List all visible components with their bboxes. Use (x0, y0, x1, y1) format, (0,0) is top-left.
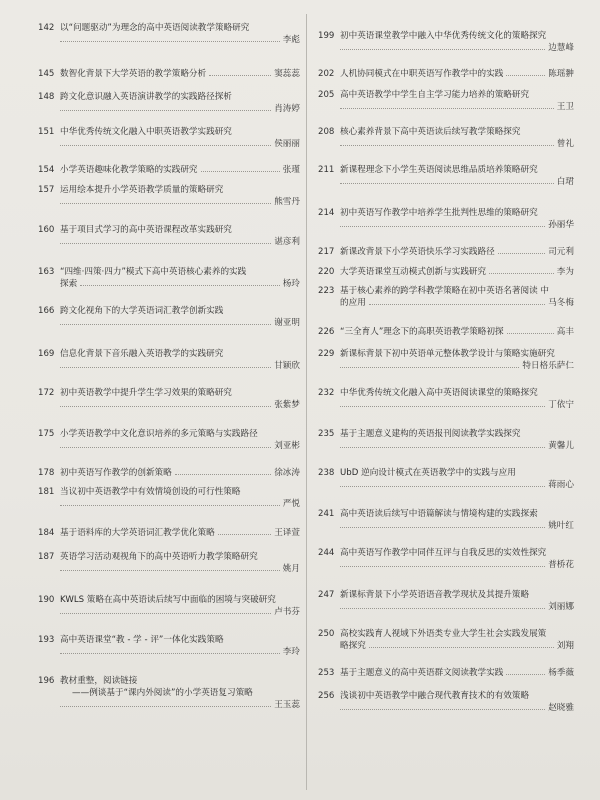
page-number: 151 (38, 127, 55, 137)
toc-entry (318, 266, 574, 278)
page-number: 223 (318, 286, 335, 296)
toc-entry-row (318, 628, 574, 640)
entry-author: 杨季薇 (548, 668, 574, 678)
entry-author-row (38, 196, 300, 208)
page-number: 184 (38, 528, 55, 538)
entry-title: 高中英语写作教学中同伴互评与自我反思的实效性探究 (340, 548, 547, 558)
entry-author: 谢亚明 (274, 318, 300, 328)
entry-author: 边慧峰 (548, 43, 574, 53)
leader-dots (489, 273, 554, 274)
entry-author: 李为 (556, 267, 574, 277)
entry-author-row (318, 399, 574, 411)
page-number: 172 (38, 388, 55, 398)
leader-dots (218, 534, 272, 535)
entry-author-row (38, 646, 300, 658)
entry-subtitle-row (38, 687, 300, 699)
leader-dots (60, 110, 271, 111)
entry-title: 基于语料库的大学英语词汇教学优化策略 (60, 528, 215, 538)
entry-author-row (318, 176, 574, 188)
entry-author: 肖涛婷 (274, 104, 300, 114)
toc-entry-row (318, 667, 574, 679)
page-number: 202 (318, 69, 335, 79)
entry-author: 姚叶红 (548, 521, 574, 531)
entry-author: 孙丽华 (548, 220, 574, 230)
leader-dots (209, 75, 271, 76)
toc-entry-row (38, 634, 300, 646)
entry-title: 中华优秀传统文化融入中职英语教学实践研究 (60, 127, 232, 137)
page-number: 220 (318, 267, 335, 277)
entry-author: 严悦 (282, 499, 300, 509)
toc-entry-row (318, 126, 574, 138)
toc-entry (38, 164, 300, 176)
entry-title: 初中英语教学中提升学生学习效果的策略研究 (60, 388, 232, 398)
toc-entry (38, 68, 300, 80)
toc-entry (38, 551, 300, 575)
page-number: 181 (38, 487, 55, 497)
toc-entry-row (318, 164, 574, 176)
toc-entry-row (38, 527, 300, 539)
entry-title: 初中英语写作教学中培养学生批判性思维的策略研究 (340, 208, 538, 218)
entry-author-row (318, 219, 574, 231)
toc-entry (318, 628, 574, 652)
entry-author: 特日格乐萨仁 (522, 361, 574, 371)
toc-entry-row (318, 207, 574, 219)
entry-title: 小学英语趣味化教学策略的实践研究 (60, 165, 198, 175)
toc-entry (318, 126, 574, 150)
toc-entry (38, 387, 300, 411)
page-number: 187 (38, 552, 55, 562)
toc-entry-row (38, 594, 300, 606)
entry-author-row (38, 236, 300, 248)
entry-author: 曾礼 (556, 139, 574, 149)
toc-entry (318, 667, 574, 679)
page-number: 199 (318, 31, 335, 41)
page-number: 208 (318, 127, 335, 137)
toc-entry (38, 126, 300, 150)
page-number: 193 (38, 635, 55, 645)
toc-entry (38, 224, 300, 248)
entry-title-continued (318, 297, 574, 309)
entry-author: 谌彦利 (274, 237, 300, 247)
toc-entry (38, 527, 300, 539)
entry-author-row (38, 563, 300, 575)
toc-entry-row (38, 387, 300, 399)
entry-author-row (318, 520, 574, 532)
entry-author: 陈瑶翀 (548, 69, 574, 79)
entry-title: 初中英语课堂教学中融入中华优秀传统文化的策略探究 (340, 31, 547, 41)
entry-author: 李玲 (282, 647, 300, 657)
page-number: 253 (318, 668, 335, 678)
entry-title: 高中英语读后续写中语篇解读与情境构建的实践探索 (340, 509, 538, 519)
entry-author-row (38, 317, 300, 329)
toc-entry-row (318, 508, 574, 520)
entry-title: 基于主题意义的高中英语群文阅读教学实践 (340, 668, 504, 678)
toc-entry-row (38, 126, 300, 138)
toc-entry (38, 467, 300, 479)
leader-dots (175, 474, 271, 475)
entry-author-row (318, 479, 574, 491)
leader-dots (340, 183, 554, 184)
entry-author: 司元利 (548, 247, 574, 257)
toc-entry (38, 91, 300, 115)
entry-author: 普桥花 (548, 560, 574, 570)
page-number: 145 (38, 69, 55, 79)
leader-dots (340, 527, 545, 528)
toc-entry-row (38, 348, 300, 360)
entry-author-row (318, 440, 574, 452)
toc-entry (318, 164, 574, 188)
page-number: 148 (38, 92, 55, 102)
entry-author: 熊雪丹 (274, 197, 300, 207)
leader-dots (60, 570, 280, 571)
page-number: 232 (318, 388, 335, 398)
toc-entry-row (38, 467, 300, 479)
page-number: 175 (38, 429, 55, 439)
leader-dots (80, 285, 280, 286)
entry-author-row (38, 699, 300, 711)
toc-entry-row (318, 285, 574, 297)
leader-dots (340, 49, 545, 50)
entry-author: 王卫 (556, 102, 574, 112)
page-number: 217 (318, 247, 335, 257)
entry-author-row (318, 559, 574, 571)
leader-dots (60, 447, 271, 448)
entry-title: 中华优秀传统文化融入高中英语阅读课堂的策略探究 (340, 388, 538, 398)
toc-entry-row (38, 486, 300, 498)
leader-dots (340, 406, 545, 407)
page-number: 244 (318, 548, 335, 558)
toc-entry-row (318, 428, 574, 440)
leader-dots (60, 653, 280, 654)
entry-author-row (38, 498, 300, 510)
toc-entry-row (38, 68, 300, 80)
leader-dots (60, 706, 271, 707)
entry-title: UbD 逆向设计模式在英语教学中的实践与应用 (340, 468, 516, 478)
toc-entry (318, 428, 574, 452)
entry-author-row (38, 103, 300, 115)
leader-dots (507, 333, 554, 334)
page-number: 178 (38, 468, 55, 478)
page-number: 226 (318, 327, 335, 337)
entry-subtitle: ——例谈基于“课内外阅读”的小学英语复习策略 (72, 688, 253, 698)
entry-author-row (318, 702, 574, 714)
toc-entry-row (38, 675, 300, 687)
entry-title: 新课标背景下小学英语语音教学现状及其提升策略 (340, 590, 530, 600)
entry-title: 高中英语教学中学生自主学习能力培养的策略研究 (340, 90, 530, 100)
page-number: 163 (38, 267, 55, 277)
toc-entry (38, 486, 300, 510)
entry-title: 以“问题驱动”为理念的高中英语阅读教学策略研究 (60, 23, 250, 33)
entry-author: 王玉蕊 (274, 700, 300, 710)
leader-dots (340, 486, 545, 487)
toc-entry-row (318, 89, 574, 101)
entry-title: 运用绘本提升小学英语教学质量的策略研究 (60, 185, 224, 195)
toc-entry (318, 68, 574, 80)
entry-author: 卢书芬 (274, 607, 300, 617)
entry-title-continued (38, 278, 300, 290)
toc-entry (318, 348, 574, 372)
leader-dots (369, 647, 554, 648)
page-number: 247 (318, 590, 335, 600)
toc-entry (318, 387, 574, 411)
entry-author-row (38, 399, 300, 411)
entry-author: 高丰 (556, 327, 574, 337)
toc-entry-row (38, 22, 300, 34)
toc-entry (318, 690, 574, 714)
leader-dots (60, 41, 280, 42)
entry-title: KWLS 策略在高中英语读后续写中面临的困境与突破研究 (60, 595, 276, 605)
leader-dots (506, 674, 545, 675)
entry-author-row (318, 360, 574, 372)
toc-entry-row (38, 428, 300, 440)
toc-entry (318, 467, 574, 491)
leader-dots (340, 566, 545, 567)
entry-title: 当议初中英语教学中有效情境创设的可行性策略 (60, 487, 241, 497)
entry-title: 小学英语教学中文化意识培养的多元策略与实践路径 (60, 429, 258, 439)
leader-dots (340, 145, 554, 146)
entry-author-row (318, 42, 574, 54)
entry-author: 黄馨儿 (548, 441, 574, 451)
toc-entry (318, 246, 574, 258)
toc-entry-row (38, 164, 300, 176)
page-number: 238 (318, 468, 335, 478)
entry-author-row (38, 606, 300, 618)
entry-title: 初中英语写作教学的创新策略 (60, 468, 172, 478)
entry-author: 杨玲 (282, 279, 300, 289)
leader-dots (60, 145, 271, 146)
entry-author: 甘颖欣 (274, 361, 300, 371)
toc-entry-row (318, 326, 574, 338)
entry-author: 刘亚彬 (274, 441, 300, 451)
entry-title: 大学英语课堂互动模式创新与实践研究 (340, 267, 487, 277)
entry-title: 核心素养背景下高中英语读后续写教学策略探究 (340, 127, 521, 137)
entry-author: 徐冰涛 (274, 468, 300, 478)
entry-author: 张瑾 (282, 165, 300, 175)
leader-dots (340, 108, 554, 109)
toc-entry-row (38, 91, 300, 103)
toc-entry (318, 207, 574, 231)
entry-author: 赵晓雅 (548, 703, 574, 713)
toc-entry-row (38, 266, 300, 278)
entry-author: 窦蕊蕊 (274, 69, 300, 79)
entry-title: 浅谈初中英语教学中融合现代教育技术的有效策略 (340, 691, 530, 701)
leader-dots (60, 367, 271, 368)
leader-dots (201, 171, 280, 172)
entry-title: 基于项目式学习的高中英语课程改革实践研究 (60, 225, 232, 235)
leader-dots (340, 447, 545, 448)
toc-entry-row (318, 266, 574, 278)
toc-entry-row (318, 387, 574, 399)
toc-entry (38, 22, 300, 46)
entry-author: 刘翔 (556, 641, 574, 651)
leader-dots (60, 505, 280, 506)
page-number: 190 (38, 595, 55, 605)
page-number: 166 (38, 306, 55, 316)
entry-author: 蒋雨心 (548, 480, 574, 490)
entry-author: 丁依宁 (548, 400, 574, 410)
leader-dots (60, 243, 271, 244)
entry-author: 张紫梦 (274, 400, 300, 410)
entry-author: 侯丽丽 (274, 139, 300, 149)
toc-entry (318, 89, 574, 113)
leader-dots (340, 608, 545, 609)
entry-author-row (318, 138, 574, 150)
entry-title-continued (318, 640, 574, 652)
entry-author-row (38, 34, 300, 46)
leader-dots (60, 324, 271, 325)
entry-title: 新课改背景下小学英语快乐学习实践路径 (340, 247, 495, 257)
entry-author-row (38, 440, 300, 452)
toc-entry-row (38, 305, 300, 317)
toc-entry (38, 634, 300, 658)
leader-dots (498, 253, 546, 254)
leader-dots (340, 709, 545, 710)
entry-author: 王译萱 (274, 528, 300, 538)
toc-entry (318, 326, 574, 338)
entry-author-row (318, 101, 574, 113)
toc-entry (38, 184, 300, 208)
entry-title: 高中英语课堂“教 - 学 - 评”一体化实践策略 (60, 635, 224, 645)
toc-entry-row (38, 551, 300, 563)
entry-title: 人机协同模式在中职英语写作教学中的实践 (340, 69, 504, 79)
entry-title: 高校实践育人视域下外语类专业大学生社会实践发展策 (340, 629, 547, 639)
toc-entry (38, 266, 300, 290)
entry-title: 英语学习活动观视角下的高中英语听力教学策略研究 (60, 552, 258, 562)
entry-title-part2: 略探究 (340, 641, 366, 651)
toc-entry-row (38, 184, 300, 196)
page-number: 214 (318, 208, 335, 218)
toc-entry-row (38, 224, 300, 236)
entry-author-row (38, 138, 300, 150)
toc-entry (38, 675, 300, 711)
entry-title: 跨文化视角下的大学英语词汇教学创新实践 (60, 306, 224, 316)
toc-entry (318, 508, 574, 532)
leader-dots (506, 75, 545, 76)
toc-entry-row (318, 246, 574, 258)
leader-dots (60, 613, 271, 614)
toc-entry (318, 547, 574, 571)
entry-title-part2: 的应用 (340, 298, 366, 308)
entry-title: 跨文化意识融入英语演讲教学的实践路径探析 (60, 92, 232, 102)
toc-entry-row (318, 348, 574, 360)
page-number: 241 (318, 509, 335, 519)
toc-entry-row (318, 30, 574, 42)
entry-title: 基于主题意义建构的英语报刊阅读教学实践探究 (340, 429, 521, 439)
entry-title: 新课程理念下小学生英语阅读思维品质培养策略研究 (340, 165, 538, 175)
entry-author: 白珺 (556, 177, 574, 187)
page-number: 205 (318, 90, 335, 100)
leader-dots (340, 367, 519, 368)
leader-dots (369, 304, 545, 305)
page-number: 211 (318, 165, 335, 175)
toc-entry-row (318, 68, 574, 80)
toc-entry (38, 428, 300, 452)
toc-entry-row (318, 467, 574, 479)
entry-author-row (38, 360, 300, 372)
entry-title: 信息化背景下音乐融入英语教学的实践研究 (60, 349, 224, 359)
toc-entry-row (318, 547, 574, 559)
page-number: 154 (38, 165, 55, 175)
entry-author: 刘丽娜 (548, 602, 574, 612)
page-number: 256 (318, 691, 335, 701)
page-number: 142 (38, 23, 55, 33)
leader-dots (60, 406, 271, 407)
page-number: 157 (38, 185, 55, 195)
entry-title: “四维·四策·四力”模式下高中英语核心素养的实践 (60, 267, 247, 277)
entry-title: 教材重整，阅读链接 (60, 676, 138, 686)
column-divider (306, 14, 307, 790)
toc-entry (318, 30, 574, 54)
toc-entry-row (318, 690, 574, 702)
entry-author: 马冬梅 (548, 298, 574, 308)
entry-title: 基于核心素养的跨学科教学策略在初中英语名著阅读 中 (340, 286, 549, 296)
page-number: 229 (318, 349, 335, 359)
leader-dots (340, 226, 545, 227)
entry-author: 姚月 (282, 564, 300, 574)
page-number: 196 (38, 676, 55, 686)
entry-title: “三全育人”理念下的高职英语教学策略初探 (340, 327, 504, 337)
entry-author-row (318, 601, 574, 613)
entry-title-part2: 探索 (60, 279, 78, 289)
page-number: 160 (38, 225, 55, 235)
toc-entry-row (318, 589, 574, 601)
page-number: 169 (38, 349, 55, 359)
toc-entry (38, 348, 300, 372)
page-number: 235 (318, 429, 335, 439)
toc-entry (38, 305, 300, 329)
entry-author: 李彪 (282, 35, 300, 45)
entry-title: 数智化背景下大学英语的教学策略分析 (60, 69, 207, 79)
toc-entry (38, 594, 300, 618)
toc-entry (318, 589, 574, 613)
toc-entry (318, 285, 574, 309)
leader-dots (60, 203, 271, 204)
entry-title: 新课标背景下初中英语单元整体教学设计与策略实施研究 (340, 349, 555, 359)
page-number: 250 (318, 629, 335, 639)
